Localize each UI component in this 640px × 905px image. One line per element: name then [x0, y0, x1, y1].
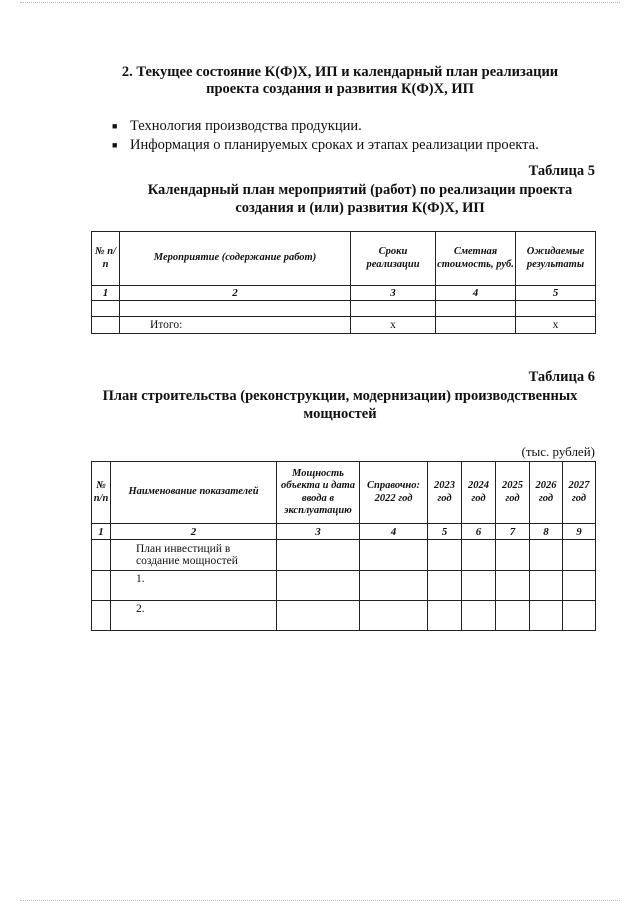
t6-colnum: 6: [462, 524, 496, 540]
t6-row-label: 1.: [111, 571, 277, 601]
t6-header-2025: 2025 год: [496, 462, 530, 524]
scan-top-edge: [20, 2, 620, 3]
square-bullet-icon: ■: [112, 121, 118, 131]
t6-colnum: 4: [360, 524, 428, 540]
table-row: [92, 571, 596, 601]
table6: [91, 461, 596, 631]
t5-total-row: [92, 317, 596, 334]
t6-colnum: 9: [563, 524, 596, 540]
t5-colnum: 1: [92, 286, 120, 301]
square-bullet-icon: ■: [112, 140, 118, 150]
t6-header-num: № п/п: [92, 462, 111, 524]
t5-colnum: 2: [120, 286, 351, 301]
t5-total-label: Итого:: [120, 317, 351, 334]
t5-colnum: 3: [351, 286, 436, 301]
t6-colnum: 5: [428, 524, 462, 540]
table-row: [92, 540, 596, 571]
t6-colnum: 8: [530, 524, 563, 540]
t5-colnum: 5: [516, 286, 596, 301]
t5-colnum: 4: [436, 286, 516, 301]
t5-header-num: № п/п: [92, 232, 120, 286]
t6-row-label: План инвестиций в создание мощностей: [111, 540, 277, 571]
section-title: [90, 64, 590, 98]
bullet-list: [112, 117, 539, 155]
t5-header-cost: Сметная стоимость, руб.: [436, 232, 516, 286]
t6-header-2026: 2026 год: [530, 462, 563, 524]
section-title-line2: проекта создания и развития К(Ф)Х, ИП: [206, 81, 474, 97]
t6-header-capacity: Мощность объекта и дата ввода в эксплуатацию: [277, 462, 360, 524]
t5-total-results: х: [516, 317, 596, 334]
t6-colnum: 1: [92, 524, 111, 540]
t6-header-name: Наименование показателей: [111, 462, 277, 524]
table5-label: Таблица 5: [528, 163, 595, 179]
bullet-item: ■ Технология производства продукции.: [112, 118, 362, 134]
t5-empty-row: [92, 301, 596, 317]
t6-row-label: 2.: [111, 601, 277, 631]
table5-title: Календарный план мероприятий (работ) по реализации проекта создания и (или) развития К(Ф)Х, ИП: [147, 182, 573, 216]
t6-colnum: 7: [496, 524, 530, 540]
scan-bottom-edge: [20, 900, 620, 901]
t6-header-ref: Справочно: 2022 год: [360, 462, 428, 524]
t6-colnum: 3: [277, 524, 360, 540]
t6-header-2023: 2023 год: [428, 462, 462, 524]
table5: [91, 231, 596, 334]
t5-header-terms: Сроки реализации: [351, 232, 436, 286]
section-title-line1: 2. Текущее состояние К(Ф)Х, ИП и календарный план реализации: [121, 64, 559, 80]
table6-unit: (тыс. рублей): [521, 444, 595, 459]
t5-header-event: Мероприятие (содержание работ): [120, 232, 351, 286]
table6-label: Таблица 6: [528, 369, 595, 385]
table-row: [92, 601, 596, 631]
t6-header-2027: 2027 год: [563, 462, 596, 524]
table6-title: План строительства (реконструкции, модернизации) производственных мощностей: [102, 388, 578, 422]
t5-header-results: Ожидаемые результаты: [516, 232, 596, 286]
t6-colnum: 2: [111, 524, 277, 540]
bullet-item: ■ Информация о планируемых сроках и этапах реализации проекта.: [112, 137, 539, 153]
t5-total-terms: х: [351, 317, 436, 334]
t6-header-2024: 2024 год: [462, 462, 496, 524]
